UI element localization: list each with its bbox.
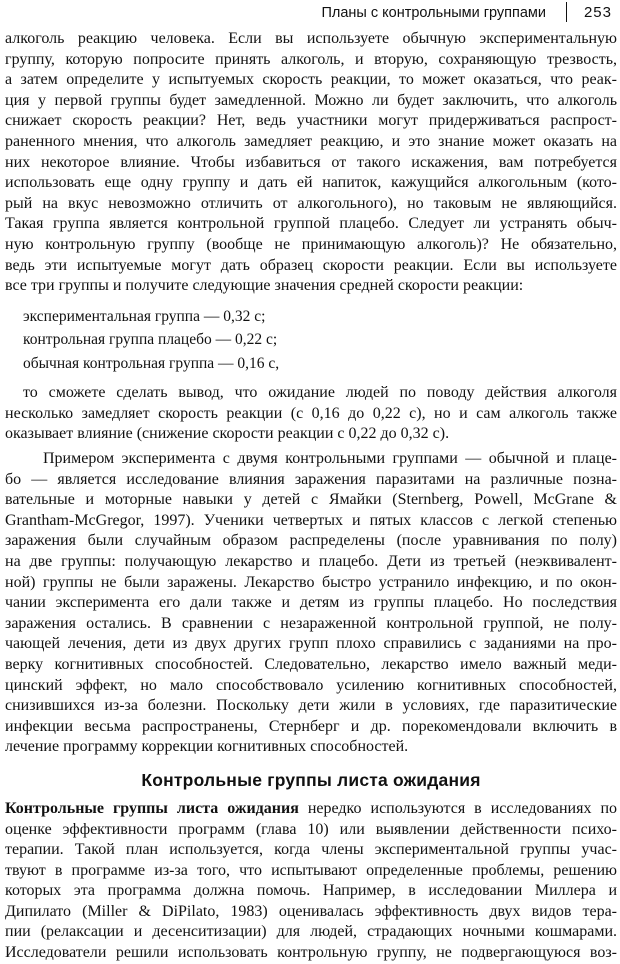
text-line: них некоторое влияние. Чтобы избавиться от такого искажения, вам потребуется xyxy=(5,153,617,171)
paragraph-alcohol-intro xyxy=(5,29,617,297)
text-line: ведь эти испытуемые могут дать образец скорости реакции. Если вы используете xyxy=(5,256,617,274)
text-line: бо — является исследование влияния заражения паразитами на различные позна- xyxy=(5,470,617,488)
body-text xyxy=(5,29,617,964)
text-run: нередко используются в исследованиях по xyxy=(298,799,618,817)
text-line: чающей лечения, дети из двух других групп плохо справились с заданиями на про- xyxy=(5,635,617,653)
text-line: заражения были случайным образом распределены (после уравнивания по полу) xyxy=(5,532,617,550)
text-line: все три группы и получите следующие значения средней скорости реакции: xyxy=(5,277,524,295)
text-line: цинский эффект, но мало способствовало усилению когнитивных способностей, xyxy=(5,676,617,694)
text-line: терапии. Такой план используется, когда члены экспериментальной группы учас- xyxy=(5,841,617,859)
text-line: Исследователи решили использовать контрольную группу, не подвергающуюся воз- xyxy=(5,944,617,962)
text-line: твуют в программе из-за того, что испытывают определенные проблемы, решению xyxy=(5,861,617,879)
text-line: снизившихся из-за болезни. Поскольку дети жили в условиях, где паразитические xyxy=(5,697,617,715)
text-line: чании эксперимента его дали также и детям из группы плацебо. Но последствия xyxy=(5,594,617,612)
page-number: 253 xyxy=(583,4,612,21)
text-line: использовать еще одну группу и дать ей напиток, кажущийся алкогольным (кото- xyxy=(5,174,617,192)
text-line xyxy=(5,799,617,820)
text-line: алкоголь реакцию человека. Если вы используете обычную экспериментальную xyxy=(5,30,617,47)
text-line: а затем определите у испытуемых скорость реакции, то может оказаться, что реак- xyxy=(5,71,617,89)
text-line: оказывает влияние (снижение скорости реакции с 0,22 до 0,32 с). xyxy=(5,425,450,443)
paragraph-jamaica-study xyxy=(5,449,617,758)
text-line: вательные и моторные навыки у детей с Ямайки (Sternberg, Powell, McGrane & xyxy=(5,491,617,509)
text-line: то сможете сделать вывод, что ожидание людей по поводу действия алкоголя xyxy=(23,384,617,402)
section-heading: Контрольные группы листа ожидания xyxy=(141,769,481,790)
text-line: раненного мнения, что алкоголь замедляет реакцию, и это знание может оказать на xyxy=(5,132,617,150)
paragraph-waitlist xyxy=(5,799,617,964)
text-line: на две группы: получающую лекарство и плацебо. Дети из третьей (неэквивалент- xyxy=(5,552,617,570)
text-line: пии (релаксации и десенситизации) для людей, страдающих ночными кошмарами. xyxy=(5,923,617,941)
text-line: Примером эксперимента с двумя контрольными группами — обычной и плаце- xyxy=(43,450,617,467)
text-line: снижает скорость реакции? Нет, ведь участники могут придерживаться распрост- xyxy=(5,112,617,130)
text-line: оценке эффективности программ (глава 10) или выявлении действенности психо- xyxy=(5,820,617,838)
text-line: инфекции весьма распространены, Стернберг и др. порекомендовали включить в xyxy=(5,717,617,735)
text-line: Дипилато (Miller & DiPilato, 1983) оценивалась эффективность двух видов терa- xyxy=(5,902,617,920)
text-line: ция у первой группы будет замедленной. Можно ли будет заключить, что алкоголь xyxy=(5,91,617,109)
bold-term: Контрольные группы листа ожидания xyxy=(5,799,299,817)
text-line: которых эта программа должна помочь. Например, в исследовании Миллера и xyxy=(5,882,617,900)
results-list xyxy=(23,305,617,376)
running-header-title: Планы с контрольными группами xyxy=(321,5,546,21)
text-line: ной) группы не были заражены. Лекарство быстро устранило инфекцию, и по окон- xyxy=(5,573,617,591)
text-line: верку когнитивных способностей. Следовательно, лекарство имело важный меди- xyxy=(5,655,617,673)
text-line: Такая группа является контрольной группой плацебо. Следует ли устранять обыч- xyxy=(5,215,617,233)
list-item: экспериментальная группа — 0,32 с; xyxy=(23,307,266,325)
running-header xyxy=(0,0,620,28)
list-item: обычная контрольная группа — 0,16 с, xyxy=(23,354,280,372)
header-divider xyxy=(566,2,567,22)
text-line: ную контрольную группу (вообще не принимающую алкоголь)? Не обязательно, xyxy=(5,235,617,253)
text-line: заражения остались. В сравнении с незараженной контрольной группой, не полу- xyxy=(5,614,617,632)
paragraph-conclusion xyxy=(5,383,617,445)
text-line: рый на вкус невозможно отличить от алкогольного), но таковым не являющийся. xyxy=(5,194,617,212)
text-line: несколько замедляет скорость реакции (с 0,16 до 0,22 с), но и сам алкоголь также xyxy=(5,404,617,422)
text-line: Grantham-McGregor, 1997). Ученики четвертых и пятых классов с легкой степенью xyxy=(5,511,617,529)
list-item: контрольная группа плацебо — 0,22 с; xyxy=(23,331,278,349)
text-line: лечение программу коррекции когнитивных способностей. xyxy=(5,738,409,756)
text-line: группу, которую попросите принять алкоголь, и вторую, сохраняющую трезвость, xyxy=(5,50,617,68)
